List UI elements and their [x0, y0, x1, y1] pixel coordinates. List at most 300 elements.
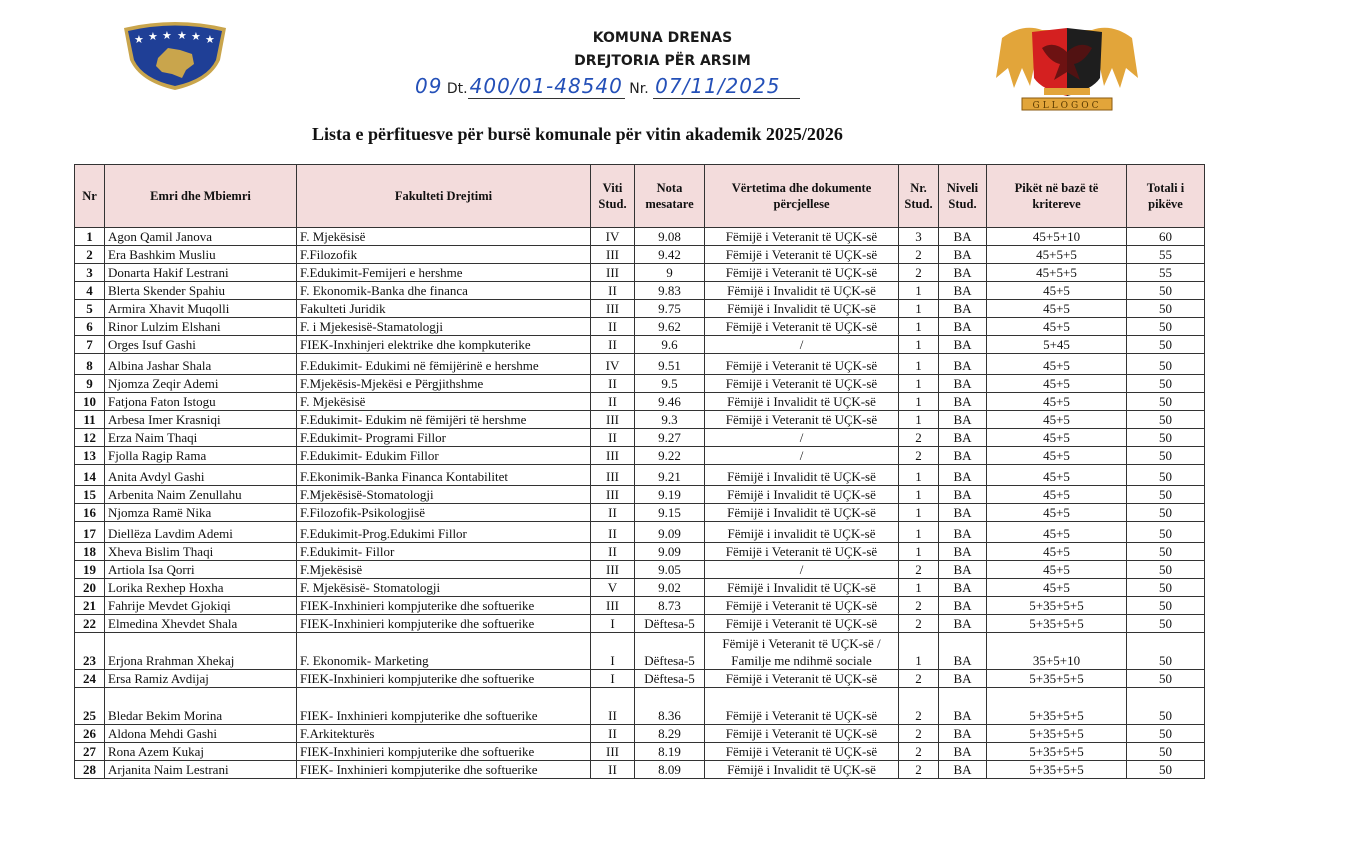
cell-student-name: Fatjona Faton Istogu	[105, 393, 297, 411]
cell-average-grade: Dëftesa-5	[635, 670, 705, 688]
cell-faculty: F. Mjekësisë	[297, 228, 591, 246]
cell-average-grade: 9.42	[635, 246, 705, 264]
cell-study-year: III	[591, 465, 635, 486]
cell-documents: Fëmijë i Veteranit të UÇK-së	[705, 725, 899, 743]
col-header-nr: Nr	[75, 165, 105, 228]
table-row	[75, 375, 1205, 393]
cell-row-number: 17	[75, 522, 105, 543]
cell-documents: Fëmijë i Veteranit të UÇK-së	[705, 246, 899, 264]
cell-average-grade: Dëftesa-5	[635, 615, 705, 633]
cell-average-grade: 9.21	[635, 465, 705, 486]
cell-criteria-points: 45+5	[987, 429, 1127, 447]
cell-study-level: BA	[939, 597, 987, 615]
cell-row-number: 19	[75, 561, 105, 579]
cell-faculty: F. i Mjekesisë-Stamatologji	[297, 318, 591, 336]
cell-criteria-points: 45+5+10	[987, 228, 1127, 246]
cell-student-name: Fahrije Mevdet Gjokiqi	[105, 597, 297, 615]
cell-faculty: FIEK- Inxhinieri kompjuterike dhe softuerike	[297, 761, 591, 779]
cell-study-year: III	[591, 597, 635, 615]
table-row	[75, 725, 1205, 743]
cell-criteria-points: 45+5	[987, 375, 1127, 393]
cell-nr-students: 2	[899, 725, 939, 743]
table-row	[75, 318, 1205, 336]
svg-text:★: ★	[148, 30, 158, 43]
cell-total-points: 50	[1127, 336, 1205, 354]
table-row	[75, 761, 1205, 779]
cell-student-name: Armira Xhavit Muqolli	[105, 300, 297, 318]
cell-study-year: II	[591, 429, 635, 447]
cell-criteria-points: 5+35+5+5	[987, 688, 1127, 725]
svg-text:★: ★	[191, 30, 201, 43]
cell-average-grade: 9.27	[635, 429, 705, 447]
drenas-glogoc-emblem-icon	[992, 18, 1142, 113]
cell-total-points: 50	[1127, 318, 1205, 336]
cell-average-grade: 9.62	[635, 318, 705, 336]
cell-study-year: II	[591, 522, 635, 543]
beneficiaries-table	[74, 164, 1205, 779]
cell-study-level: BA	[939, 543, 987, 561]
cell-study-year: III	[591, 486, 635, 504]
cell-student-name: Njomza Ramë Nika	[105, 504, 297, 522]
cell-faculty: F.Ekonimik-Banka Financa Kontabilitet	[297, 465, 591, 486]
table-row	[75, 522, 1205, 543]
cell-documents: Fëmijë i Veteranit të UÇK-së	[705, 264, 899, 282]
cell-row-number: 1	[75, 228, 105, 246]
cell-row-number: 22	[75, 615, 105, 633]
table-row	[75, 228, 1205, 246]
cell-criteria-points: 45+5	[987, 561, 1127, 579]
cell-average-grade: Dëftesa-5	[635, 633, 705, 670]
cell-nr-students: 1	[899, 522, 939, 543]
cell-study-level: BA	[939, 228, 987, 246]
cell-row-number: 16	[75, 504, 105, 522]
table-row	[75, 429, 1205, 447]
cell-study-level: BA	[939, 670, 987, 688]
cell-study-level: BA	[939, 393, 987, 411]
cell-nr-students: 1	[899, 354, 939, 375]
cell-student-name: Arbesa Imer Krasniqi	[105, 411, 297, 429]
cell-total-points: 50	[1127, 300, 1205, 318]
cell-row-number: 7	[75, 336, 105, 354]
cell-student-name: Donarta Hakif Lestrani	[105, 264, 297, 282]
cell-documents: /	[705, 447, 899, 465]
cell-study-year: II	[591, 761, 635, 779]
table-row	[75, 486, 1205, 504]
cell-total-points: 50	[1127, 725, 1205, 743]
cell-study-level: BA	[939, 725, 987, 743]
col-header-points: Pikët në bazë të kritereve	[987, 165, 1127, 228]
cell-documents: Fëmijë i Invalidit të UÇK-së	[705, 465, 899, 486]
cell-study-year: II	[591, 725, 635, 743]
cell-study-year: IV	[591, 354, 635, 375]
table-row	[75, 411, 1205, 429]
cell-faculty: F.Edukimit-Prog.Edukimi Fillor	[297, 522, 591, 543]
cell-study-year: III	[591, 743, 635, 761]
cell-study-level: BA	[939, 486, 987, 504]
cell-average-grade: 9.6	[635, 336, 705, 354]
cell-average-grade: 9.3	[635, 411, 705, 429]
cell-criteria-points: 45+5	[987, 411, 1127, 429]
cell-row-number: 21	[75, 597, 105, 615]
cell-study-year: III	[591, 447, 635, 465]
cell-student-name: Blerta Skender Spahiu	[105, 282, 297, 300]
cell-average-grade: 8.19	[635, 743, 705, 761]
cell-documents: Fëmijë i Veteranit të UÇK-së	[705, 228, 899, 246]
cell-study-year: V	[591, 579, 635, 597]
cell-total-points: 50	[1127, 688, 1205, 725]
cell-faculty: F.Arkitekturës	[297, 725, 591, 743]
cell-faculty: F. Ekonomik- Marketing	[297, 633, 591, 670]
table-row	[75, 743, 1205, 761]
cell-criteria-points: 45+5	[987, 393, 1127, 411]
cell-total-points: 50	[1127, 411, 1205, 429]
cell-row-number: 18	[75, 543, 105, 561]
cell-criteria-points: 45+5	[987, 447, 1127, 465]
cell-nr-students: 2	[899, 670, 939, 688]
cell-total-points: 60	[1127, 228, 1205, 246]
cell-criteria-points: 45+5	[987, 486, 1127, 504]
cell-documents: Fëmijë i Invalidit të UÇK-së	[705, 282, 899, 300]
col-header-year: Viti Stud.	[591, 165, 635, 228]
cell-nr-students: 1	[899, 543, 939, 561]
table-row	[75, 465, 1205, 486]
cell-nr-students: 2	[899, 264, 939, 282]
cell-criteria-points: 45+5	[987, 318, 1127, 336]
cell-average-grade: 9.5	[635, 375, 705, 393]
svg-text:★: ★	[205, 33, 215, 46]
cell-study-level: BA	[939, 411, 987, 429]
cell-faculty: FIEK-Inxhinieri kompjuterike dhe softuerike	[297, 743, 591, 761]
cell-study-level: BA	[939, 561, 987, 579]
cell-total-points: 50	[1127, 282, 1205, 300]
table-body	[75, 228, 1205, 779]
cell-study-level: BA	[939, 375, 987, 393]
cell-documents: Fëmijë i Invalidit të UÇK-së	[705, 579, 899, 597]
cell-criteria-points: 45+5	[987, 282, 1127, 300]
cell-nr-students: 2	[899, 561, 939, 579]
cell-average-grade: 9.09	[635, 543, 705, 561]
cell-faculty: F.Edukimit- Programi Fillor	[297, 429, 591, 447]
cell-criteria-points: 5+35+5+5	[987, 743, 1127, 761]
cell-study-level: BA	[939, 300, 987, 318]
cell-study-year: II	[591, 543, 635, 561]
cell-total-points: 50	[1127, 543, 1205, 561]
cell-documents: Fëmijë i invalidit të UÇK-së	[705, 522, 899, 543]
cell-documents: Fëmijë i Invalidit të UÇK-së	[705, 761, 899, 779]
cell-documents: Fëmijë i Veteranit të UÇK-së	[705, 375, 899, 393]
cell-study-year: I	[591, 615, 635, 633]
cell-documents: Fëmijë i Veteranit të UÇK-së / Familje me ndihmë sociale	[705, 633, 899, 670]
cell-row-number: 20	[75, 579, 105, 597]
cell-nr-students: 1	[899, 282, 939, 300]
cell-study-level: BA	[939, 318, 987, 336]
table-row	[75, 354, 1205, 375]
cell-nr-students: 1	[899, 300, 939, 318]
table-row	[75, 300, 1205, 318]
cell-study-level: BA	[939, 761, 987, 779]
table-row	[75, 336, 1205, 354]
cell-row-number: 15	[75, 486, 105, 504]
cell-documents: Fëmijë i Invalidit të UÇK-së	[705, 504, 899, 522]
table-row	[75, 264, 1205, 282]
cell-study-level: BA	[939, 336, 987, 354]
cell-faculty: F.Mjekësisë-Stomatologji	[297, 486, 591, 504]
cell-student-name: Rona Azem Kukaj	[105, 743, 297, 761]
cell-faculty: F. Ekonomik-Banka dhe financa	[297, 282, 591, 300]
cell-average-grade: 8.29	[635, 725, 705, 743]
cell-study-level: BA	[939, 282, 987, 300]
cell-student-name: Njomza Zeqir Ademi	[105, 375, 297, 393]
cell-row-number: 6	[75, 318, 105, 336]
cell-row-number: 2	[75, 246, 105, 264]
cell-criteria-points: 45+5	[987, 300, 1127, 318]
cell-row-number: 27	[75, 743, 105, 761]
cell-row-number: 23	[75, 633, 105, 670]
dt-label: Dt.	[446, 81, 468, 97]
cell-row-number: 9	[75, 375, 105, 393]
document-reference	[415, 74, 800, 99]
cell-total-points: 50	[1127, 579, 1205, 597]
cell-student-name: Arjanita Naim Lestrani	[105, 761, 297, 779]
cell-study-year: IV	[591, 228, 635, 246]
cell-criteria-points: 45+5	[987, 579, 1127, 597]
cell-faculty: F.Mjekësis-Mjekësi e Përgjithshme	[297, 375, 591, 393]
cell-average-grade: 9.09	[635, 522, 705, 543]
cell-total-points: 50	[1127, 615, 1205, 633]
cell-faculty: F.Edukimit-Femijeri e hershme	[297, 264, 591, 282]
cell-study-year: I	[591, 670, 635, 688]
cell-average-grade: 9	[635, 264, 705, 282]
cell-study-level: BA	[939, 633, 987, 670]
col-header-level: Niveli Stud.	[939, 165, 987, 228]
cell-student-name: Xheva Bislim Thaqi	[105, 543, 297, 561]
nr-value: 07/11/2025	[653, 74, 800, 99]
cell-nr-students: 2	[899, 597, 939, 615]
cell-documents: Fëmijë i Veteranit të UÇK-së	[705, 354, 899, 375]
cell-average-grade: 9.46	[635, 393, 705, 411]
dt-value: 400/01-48540	[469, 74, 623, 98]
cell-faculty: FIEK-Inxhinieri kompjuterike dhe softuerike	[297, 670, 591, 688]
cell-study-year: III	[591, 411, 635, 429]
col-header-documents: Vërtetima dhe dokumente përcjellese	[705, 165, 899, 228]
cell-criteria-points: 5+45	[987, 336, 1127, 354]
cell-nr-students: 1	[899, 465, 939, 486]
cell-criteria-points: 5+35+5+5	[987, 670, 1127, 688]
cell-student-name: Elmedina Xhevdet Shala	[105, 615, 297, 633]
cell-documents: Fëmijë i Veteranit të UÇK-së	[705, 670, 899, 688]
cell-study-year: III	[591, 264, 635, 282]
cell-nr-students: 1	[899, 579, 939, 597]
cell-faculty: FIEK-Inxhinieri kompjuterike dhe softuerike	[297, 597, 591, 615]
cell-total-points: 50	[1127, 761, 1205, 779]
nr-label: Nr.	[629, 81, 649, 97]
cell-total-points: 50	[1127, 375, 1205, 393]
cell-total-points: 50	[1127, 597, 1205, 615]
col-header-nr-stud: Nr. Stud.	[899, 165, 939, 228]
cell-average-grade: 9.83	[635, 282, 705, 300]
table-row	[75, 615, 1205, 633]
table-row	[75, 393, 1205, 411]
cell-total-points: 50	[1127, 561, 1205, 579]
cell-student-name: Artiola Isa Qorri	[105, 561, 297, 579]
cell-nr-students: 2	[899, 761, 939, 779]
cell-student-name: Lorika Rexhep Hoxha	[105, 579, 297, 597]
cell-documents: Fëmijë i Invalidit të UÇK-së	[705, 300, 899, 318]
cell-documents: Fëmijë i Invalidit të UÇK-së	[705, 393, 899, 411]
cell-row-number: 4	[75, 282, 105, 300]
cell-row-number: 3	[75, 264, 105, 282]
cell-average-grade: 9.75	[635, 300, 705, 318]
cell-average-grade: 9.15	[635, 504, 705, 522]
cell-total-points: 50	[1127, 429, 1205, 447]
cell-study-year: II	[591, 688, 635, 725]
cell-student-name: Agon Qamil Janova	[105, 228, 297, 246]
cell-average-grade: 9.02	[635, 579, 705, 597]
col-header-faculty: Fakulteti Drejtimi	[297, 165, 591, 228]
cell-study-level: BA	[939, 246, 987, 264]
cell-documents: /	[705, 561, 899, 579]
cell-faculty: FIEK-Inxhinjeri elektrike dhe kompkuterike	[297, 336, 591, 354]
cell-study-level: BA	[939, 743, 987, 761]
cell-study-level: BA	[939, 465, 987, 486]
cell-row-number: 12	[75, 429, 105, 447]
cell-total-points: 50	[1127, 354, 1205, 375]
cell-nr-students: 2	[899, 429, 939, 447]
cell-study-year: II	[591, 282, 635, 300]
ref-prefix: 09	[415, 74, 443, 98]
cell-average-grade: 9.19	[635, 486, 705, 504]
cell-faculty: F. Mjekësisë- Stomatologji	[297, 579, 591, 597]
table-row	[75, 688, 1205, 725]
table-row	[75, 447, 1205, 465]
table-row	[75, 670, 1205, 688]
cell-nr-students: 1	[899, 318, 939, 336]
cell-study-year: II	[591, 375, 635, 393]
table-row	[75, 543, 1205, 561]
cell-student-name: Era Bashkim Musliu	[105, 246, 297, 264]
document-title: Lista e përfituesve për bursë komunale për vitin akademik 2025/2026	[312, 124, 843, 144]
cell-student-name: Aldona Mehdi Gashi	[105, 725, 297, 743]
cell-documents: Fëmijë i Veteranit të UÇK-së	[705, 615, 899, 633]
cell-study-year: I	[591, 633, 635, 670]
cell-nr-students: 2	[899, 447, 939, 465]
cell-row-number: 26	[75, 725, 105, 743]
cell-student-name: Diellëza Lavdim Ademi	[105, 522, 297, 543]
cell-documents: Fëmijë i Veteranit të UÇK-së	[705, 688, 899, 725]
cell-student-name: Erza Naim Thaqi	[105, 429, 297, 447]
cell-average-grade: 9.05	[635, 561, 705, 579]
cell-row-number: 24	[75, 670, 105, 688]
table-row	[75, 579, 1205, 597]
cell-study-year: II	[591, 336, 635, 354]
cell-nr-students: 3	[899, 228, 939, 246]
cell-criteria-points: 5+35+5+5	[987, 725, 1127, 743]
cell-faculty: F.Filozofik	[297, 246, 591, 264]
cell-student-name: Erjona Rrahman Xhekaj	[105, 633, 297, 670]
cell-total-points: 50	[1127, 486, 1205, 504]
cell-total-points: 50	[1127, 522, 1205, 543]
cell-total-points: 55	[1127, 246, 1205, 264]
cell-documents: Fëmijë i Veteranit të UÇK-së	[705, 743, 899, 761]
cell-nr-students: 2	[899, 743, 939, 761]
cell-study-level: BA	[939, 615, 987, 633]
cell-average-grade: 9.08	[635, 228, 705, 246]
cell-faculty: F.Edukimit- Edukimi në fëmijërinë e hershme	[297, 354, 591, 375]
svg-text:★: ★	[134, 33, 144, 46]
svg-text:★: ★	[177, 29, 187, 42]
cell-study-level: BA	[939, 504, 987, 522]
cell-total-points: 55	[1127, 264, 1205, 282]
cell-total-points: 50	[1127, 447, 1205, 465]
cell-row-number: 10	[75, 393, 105, 411]
cell-nr-students: 2	[899, 688, 939, 725]
cell-study-level: BA	[939, 447, 987, 465]
cell-criteria-points: 5+35+5+5	[987, 761, 1127, 779]
cell-study-year: III	[591, 300, 635, 318]
cell-criteria-points: 45+5+5	[987, 264, 1127, 282]
table-row	[75, 504, 1205, 522]
cell-documents: Fëmijë i Veteranit të UÇK-së	[705, 597, 899, 615]
cell-study-year: II	[591, 393, 635, 411]
cell-criteria-points: 45+5	[987, 504, 1127, 522]
cell-faculty: F.Edukimit- Fillor	[297, 543, 591, 561]
cell-criteria-points: 45+5	[987, 354, 1127, 375]
cell-total-points: 50	[1127, 393, 1205, 411]
cell-row-number: 25	[75, 688, 105, 725]
cell-row-number: 11	[75, 411, 105, 429]
cell-student-name: Albina Jashar Shala	[105, 354, 297, 375]
cell-study-level: BA	[939, 354, 987, 375]
cell-study-year: III	[591, 561, 635, 579]
cell-study-level: BA	[939, 688, 987, 725]
cell-total-points: 50	[1127, 504, 1205, 522]
cell-documents: /	[705, 429, 899, 447]
cell-study-level: BA	[939, 522, 987, 543]
cell-study-level: BA	[939, 264, 987, 282]
cell-average-grade: 9.22	[635, 447, 705, 465]
table-row	[75, 246, 1205, 264]
cell-criteria-points: 45+5	[987, 543, 1127, 561]
cell-student-name: Anita Avdyl Gashi	[105, 465, 297, 486]
cell-nr-students: 1	[899, 336, 939, 354]
cell-student-name: Rinor Lulzim Elshani	[105, 318, 297, 336]
cell-average-grade: 8.73	[635, 597, 705, 615]
emblem-text: GLLOGOC	[1032, 101, 1102, 111]
table-row	[75, 597, 1205, 615]
cell-average-grade: 9.51	[635, 354, 705, 375]
col-header-total: Totali i pikëve	[1127, 165, 1205, 228]
cell-nr-students: 2	[899, 246, 939, 264]
municipality-name: KOMUNA DRENAS	[592, 30, 733, 46]
cell-study-level: BA	[939, 429, 987, 447]
cell-criteria-points: 35+5+10	[987, 633, 1127, 670]
cell-study-year: II	[591, 504, 635, 522]
cell-faculty: FIEK-Inxhinieri kompjuterike dhe softuerike	[297, 615, 591, 633]
cell-documents: Fëmijë i Invalidit të UÇK-së	[705, 486, 899, 504]
cell-documents: Fëmijë i Veteranit të UÇK-së	[705, 543, 899, 561]
cell-study-year: II	[591, 318, 635, 336]
cell-faculty: F.Filozofik-Psikologjisë	[297, 504, 591, 522]
cell-criteria-points: 45+5	[987, 522, 1127, 543]
cell-student-name: Ersa Ramiz Avdijaj	[105, 670, 297, 688]
cell-faculty: F.Edukimit- Edukim në fëmijëri të hershme	[297, 411, 591, 429]
cell-criteria-points: 5+35+5+5	[987, 597, 1127, 615]
cell-faculty: F.Mjekësisë	[297, 561, 591, 579]
cell-row-number: 5	[75, 300, 105, 318]
cell-faculty: FIEK- Inxhinieri kompjuterike dhe softuerike	[297, 688, 591, 725]
cell-criteria-points: 45+5+5	[987, 246, 1127, 264]
cell-nr-students: 2	[899, 615, 939, 633]
